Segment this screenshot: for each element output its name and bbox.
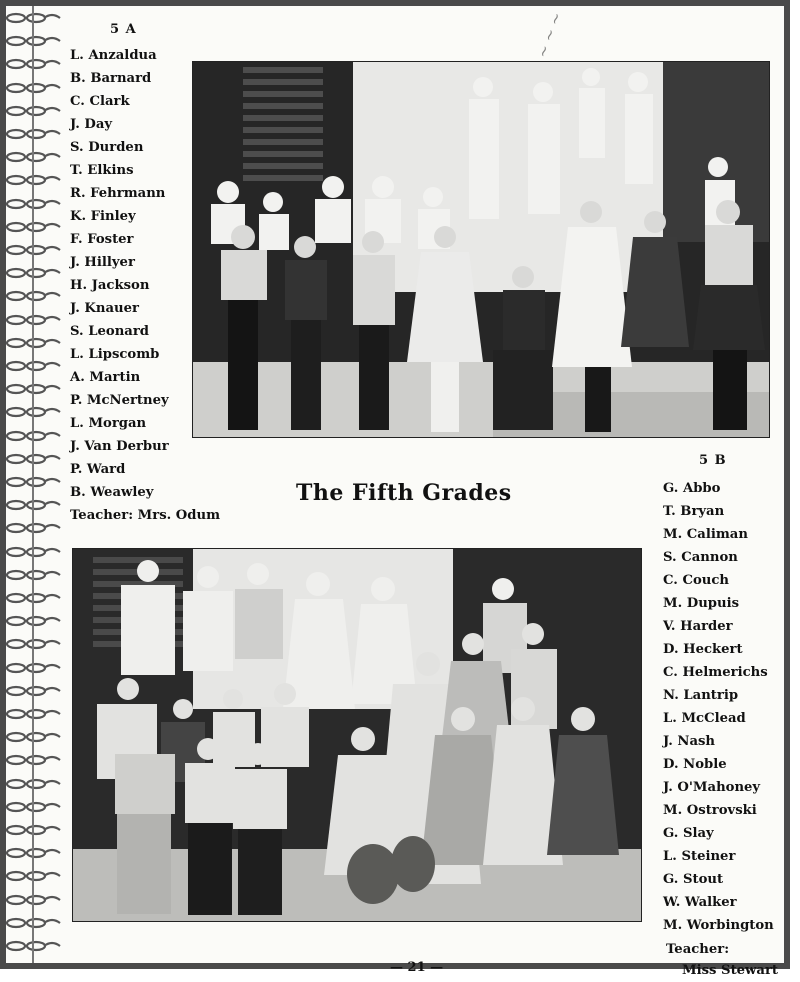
student-name: B. Weawley	[70, 485, 154, 500]
spiral-binding-ring-icon	[6, 499, 64, 511]
student-name: M. Worbington	[663, 918, 774, 933]
binding-spine	[32, 6, 34, 963]
student-name: J. Hillyer	[70, 255, 135, 270]
spiral-binding-ring-icon	[6, 430, 64, 442]
student-name: T. Elkins	[70, 163, 134, 178]
student-name: L. Lipscomb	[70, 347, 160, 362]
student-name: H. Jackson	[70, 278, 150, 293]
spiral-binding-ring-icon	[6, 522, 64, 534]
spiral-binding-ring-icon	[6, 383, 64, 395]
spiral-binding-ring-icon	[6, 546, 64, 558]
student-name: P. McNertney	[70, 393, 169, 408]
student-name: C. Helmerichs	[663, 665, 768, 680]
spiral-binding-ring-icon	[6, 314, 64, 326]
student-name: L. Steiner	[663, 849, 736, 864]
spiral-binding-ring-icon	[6, 453, 64, 465]
student-name: S. Durden	[70, 140, 144, 155]
spiral-binding-ring-icon	[6, 476, 64, 488]
student-name: D. Heckert	[663, 642, 743, 657]
spiral-binding-ring-icon	[6, 198, 64, 210]
student-name: G. Abbo	[663, 481, 721, 496]
spiral-binding	[6, 6, 66, 963]
student-name: J. Knauer	[70, 301, 139, 316]
student-name: N. Lantrip	[663, 688, 739, 703]
spiral-binding-ring-icon	[6, 615, 64, 627]
spiral-binding-ring-icon	[6, 267, 64, 279]
spiral-binding-ring-icon	[6, 128, 64, 140]
spiral-binding-ring-icon	[6, 685, 64, 697]
student-name: M. Dupuis	[663, 596, 740, 611]
spiral-binding-ring-icon	[6, 592, 64, 604]
spiral-binding-ring-icon	[6, 940, 64, 952]
student-name: M. Ostrovski	[663, 803, 757, 818]
student-name: S. Leonard	[70, 324, 149, 339]
student-name: R. Fehrmann	[70, 186, 166, 201]
student-name: L. McClead	[663, 711, 746, 726]
spiral-binding-ring-icon	[6, 917, 64, 929]
student-name: J. O'Mahoney	[663, 780, 761, 795]
class-5b-photo	[72, 548, 642, 922]
spiral-binding-ring-icon	[6, 662, 64, 674]
spiral-binding-ring-icon	[6, 870, 64, 882]
page-title: The Fifth Grades	[296, 480, 512, 506]
spiral-binding-ring-icon	[6, 244, 64, 256]
student-name: V. Harder	[663, 619, 733, 634]
class-5b-teacher-label: Teacher:	[666, 942, 730, 957]
spiral-binding-ring-icon	[6, 708, 64, 720]
spiral-binding-ring-icon	[6, 778, 64, 790]
spiral-binding-ring-icon	[6, 35, 64, 47]
spiral-binding-ring-icon	[6, 12, 64, 24]
spiral-binding-ring-icon	[6, 406, 64, 418]
student-name: J. Day	[70, 117, 113, 132]
class-5b-heading: 5 B	[699, 453, 727, 468]
student-name: A. Martin	[70, 370, 141, 385]
spiral-binding-ring-icon	[6, 847, 64, 859]
class-5b-roster	[663, 477, 774, 937]
class-5a-teacher: Teacher: Mrs. Odum	[70, 508, 221, 523]
student-name: J. Van Derbur	[70, 439, 169, 454]
student-name: J. Nash	[663, 734, 716, 749]
student-name: T. Bryan	[663, 504, 725, 519]
student-name: L. Morgan	[70, 416, 147, 431]
class-5b-teacher-name: Miss Stewart	[682, 963, 778, 978]
spiral-binding-ring-icon	[6, 337, 64, 349]
spiral-binding-ring-icon	[6, 58, 64, 70]
spiral-binding-ring-icon	[6, 638, 64, 650]
spiral-binding-ring-icon	[6, 754, 64, 766]
student-name: P. Ward	[70, 462, 126, 477]
spiral-binding-ring-icon	[6, 360, 64, 372]
student-name: K. Finley	[70, 209, 136, 224]
spiral-binding-ring-icon	[6, 105, 64, 117]
spiral-binding-ring-icon	[6, 731, 64, 743]
spiral-binding-ring-icon	[6, 151, 64, 163]
student-name: C. Clark	[70, 94, 130, 109]
student-name: M. Caliman	[663, 527, 748, 542]
student-name: C. Couch	[663, 573, 729, 588]
spiral-binding-ring-icon	[6, 221, 64, 233]
spiral-binding-ring-icon	[6, 801, 64, 813]
yearbook-page	[6, 6, 784, 978]
student-name: W. Walker	[663, 895, 737, 910]
spiral-binding-ring-icon	[6, 174, 64, 186]
student-name: G. Stout	[663, 872, 724, 887]
student-name: L. Anzaldua	[70, 48, 157, 63]
class-5a-roster	[70, 44, 169, 504]
spiral-binding-ring-icon	[6, 894, 64, 906]
student-name: S. Cannon	[663, 550, 738, 565]
handwritten-signatures: ~ ~ ~	[533, 9, 567, 61]
student-name: F. Foster	[70, 232, 134, 247]
class-5a-photo	[192, 61, 770, 438]
page-number: — 21 —	[390, 960, 444, 975]
spiral-binding-ring-icon	[6, 569, 64, 581]
spiral-binding-ring-icon	[6, 82, 64, 94]
student-name: B. Barnard	[70, 71, 152, 86]
student-name: G. Slay	[663, 826, 714, 841]
class-5a-heading: 5 A	[110, 22, 137, 37]
spiral-binding-ring-icon	[6, 824, 64, 836]
student-name: D. Noble	[663, 757, 727, 772]
spiral-binding-ring-icon	[6, 290, 64, 302]
